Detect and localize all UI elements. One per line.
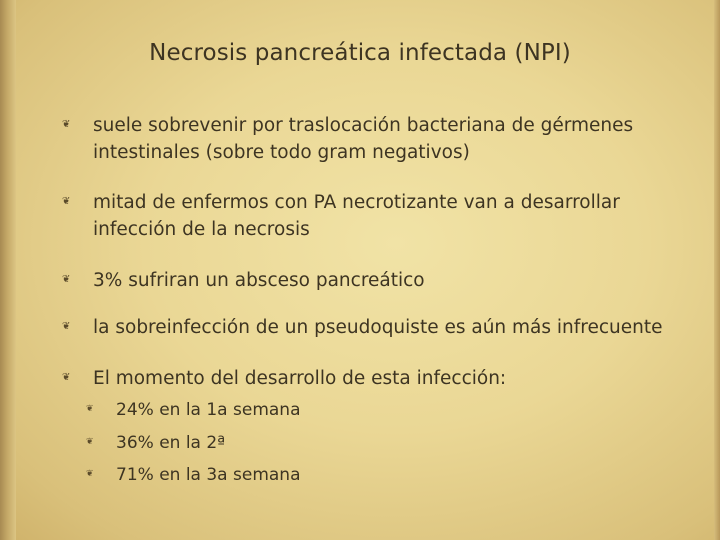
leaf-bullet-icon: ❦ [62, 321, 71, 332]
book-spine [0, 0, 16, 540]
leaf-bullet-icon: ❦ [62, 274, 71, 285]
list-item [62, 189, 712, 243]
list-item [62, 267, 712, 294]
bullet-text: 3% sufriran un absceso pancreático [93, 270, 425, 291]
slide-title: Necrosis pancreática infectada (NPI) [149, 40, 571, 66]
sub-list-item [86, 399, 486, 421]
leaf-bullet-icon: ❦ [62, 119, 71, 130]
sub-bullet-text: 36% en la 2ª [116, 433, 226, 453]
list-item [62, 314, 712, 341]
bullet-text: mitad de enfermos con PA necrotizante van a desarrollar infección de la necrosis [93, 192, 620, 240]
leaf-bullet-icon: ❦ [86, 469, 94, 479]
leaf-bullet-icon: ❦ [86, 404, 94, 414]
page-edge [714, 0, 720, 540]
bullet-text: suele sobrevenir por traslocación bacteriana de gérmenes intestinales (sobre todo gram negativos) [93, 115, 634, 163]
leaf-bullet-icon: ❦ [86, 437, 94, 447]
sub-list-item [86, 464, 486, 486]
sub-list-item [86, 432, 486, 454]
bullet-text: El momento del desarrollo de esta infección: [93, 368, 507, 389]
list-item [62, 112, 712, 166]
leaf-bullet-icon: ❦ [62, 372, 71, 383]
sub-bullet-text: 24% en la 1a semana [116, 400, 301, 420]
leaf-bullet-icon: ❦ [62, 196, 71, 207]
list-item [62, 365, 712, 392]
sub-bullet-text: 71% en la 3a semana [116, 465, 301, 485]
bullet-text: la sobreinfección de un pseudoquiste es aún más infrecuente [93, 317, 663, 338]
